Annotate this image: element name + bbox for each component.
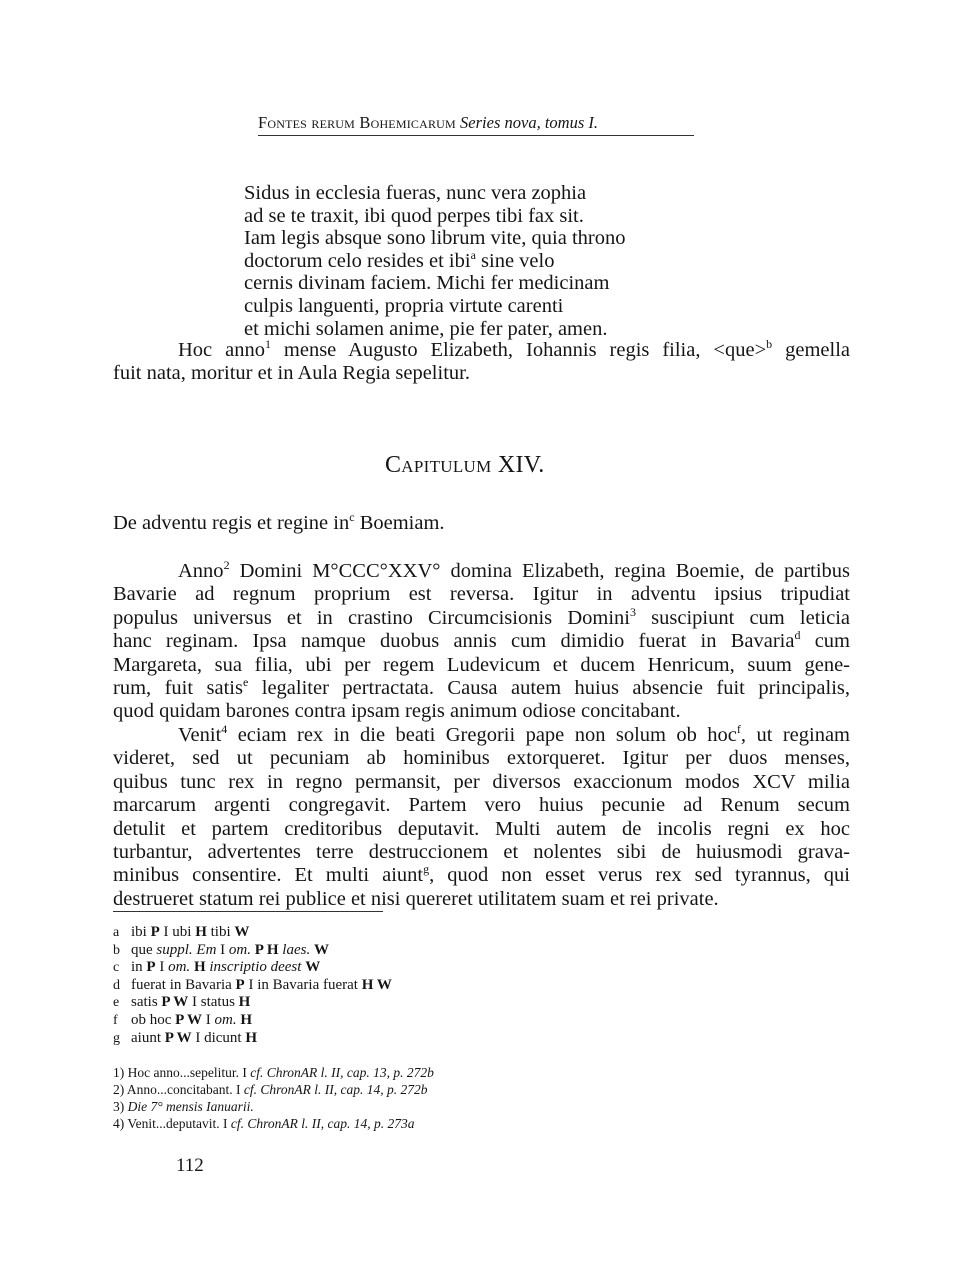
note-text: que bbox=[131, 941, 157, 958]
note-text: P bbox=[235, 976, 245, 993]
chapter-title: Capitulum XIV. bbox=[385, 452, 545, 478]
verse-line: Iam legis absque sono librum vite, quia throno bbox=[244, 227, 626, 250]
note-text: 1) Hoc anno...sepelitur. I bbox=[113, 1065, 251, 1080]
note-text: fuerat in Bavaria bbox=[131, 976, 236, 993]
text: rum, fuit satis bbox=[113, 677, 243, 700]
apparatus-mark: g bbox=[423, 862, 430, 877]
text: mense Augusto Elizabeth, Iohannis regis filia, <que> bbox=[270, 339, 767, 361]
text-line bbox=[113, 604, 851, 630]
verse-line: cernis divinam faciem. Michi fer medicinam bbox=[244, 272, 610, 295]
note-text: Die 7° mensis Ianuarii. bbox=[127, 1099, 254, 1114]
chapter-subtitle bbox=[113, 512, 445, 535]
apparatus-mark: g bbox=[113, 1030, 120, 1046]
paragraph-venit bbox=[113, 724, 850, 911]
source-footnote bbox=[113, 1081, 434, 1098]
page-number: 112 bbox=[176, 1155, 204, 1176]
note-text: cf. ChronAR l. II, cap. 13, p. 272b bbox=[250, 1065, 434, 1080]
text-line: videret, sed ut pecuniam ab hominibus extorqueret. Igitur per duos menses, bbox=[113, 747, 850, 770]
text-line: marcarum argenti congregavit. Partem vero huius pecunie ad Renum secum bbox=[113, 794, 850, 817]
footnote-divider bbox=[113, 911, 383, 912]
note-text: cf. ChronAR l. II, cap. 14, p. 272b bbox=[243, 1082, 428, 1097]
text-line: destrueret statum rei publice et nisi quereret utilitatem suam et rei private. bbox=[113, 887, 719, 910]
verse-line: culpis languenti, propria virtute carenti bbox=[244, 294, 564, 317]
text-line: turbantur, advertentes terre destruccionem et nolentes sibi de huiusmodi grava- bbox=[113, 841, 850, 864]
note-text: W bbox=[305, 959, 321, 976]
note-text: 4) Venit...deputavit. I bbox=[113, 1116, 231, 1131]
apparatus-mark: a bbox=[470, 247, 476, 262]
text-line bbox=[113, 724, 850, 747]
footnote-mark: 4 bbox=[221, 722, 228, 736]
apparatus-note bbox=[113, 959, 392, 977]
apparatus-mark: f bbox=[113, 1012, 118, 1028]
note-text: P bbox=[146, 959, 156, 976]
verse-line bbox=[244, 247, 625, 273]
text-line: quod quidam barones contra ipsam regis animum odiose concitabant. bbox=[113, 700, 681, 723]
critical-apparatus bbox=[113, 924, 392, 1047]
note-text: satis bbox=[131, 994, 162, 1011]
text-line: quibus tunc rex in regno permansit, per diversos exaccionum modos XCV milia bbox=[113, 770, 850, 793]
text: , ut reginam bbox=[740, 724, 850, 746]
note-text: P W bbox=[175, 1011, 202, 1028]
apparatus-mark: b bbox=[766, 337, 773, 351]
paragraph-anno-domini bbox=[113, 560, 850, 724]
text: Hoc anno bbox=[178, 339, 265, 361]
apparatus-mark: d bbox=[794, 628, 801, 643]
text: Venit bbox=[178, 724, 222, 746]
apparatus-note bbox=[113, 924, 392, 942]
paragraph-hoc-anno bbox=[113, 339, 850, 386]
note-text: ibi bbox=[131, 924, 151, 940]
note-text: ob hoc bbox=[131, 1011, 176, 1028]
running-header-series: Series nova, tomus I. bbox=[460, 113, 598, 132]
footnote-mark: 1 bbox=[264, 337, 271, 351]
note-text: W bbox=[234, 924, 250, 940]
note-text: H bbox=[238, 994, 251, 1011]
text: cum bbox=[800, 630, 850, 653]
verse-text: sine velo bbox=[475, 249, 555, 272]
note-text: in bbox=[131, 959, 147, 976]
source-footnote bbox=[113, 1064, 434, 1081]
text-line bbox=[113, 630, 850, 653]
note-text: I dicunt bbox=[191, 1029, 246, 1046]
text: eciam rex in die beati Gregorii pape non solum ob hoc bbox=[227, 724, 737, 746]
note-text: I in Bavaria fuerat bbox=[244, 976, 362, 993]
source-footnote bbox=[113, 1098, 434, 1115]
note-text: cf. ChronAR l. II, cap. 14, p. 273a bbox=[230, 1116, 415, 1131]
note-text: P W bbox=[164, 1029, 192, 1046]
note-text: H bbox=[245, 1029, 257, 1046]
text: suscipiunt cum leticia bbox=[635, 606, 851, 629]
note-text: 3) bbox=[113, 1099, 128, 1114]
note-text: H bbox=[240, 1011, 253, 1028]
text: hanc reginam. Ipsa namque duobus annis cum dimidio fuerat in Bavaria bbox=[113, 630, 795, 653]
apparatus-note bbox=[113, 994, 392, 1012]
running-header-title: Fontes rerum Bohemicarum bbox=[258, 113, 456, 132]
note-text: H bbox=[195, 924, 207, 940]
text: populus universus et in crastino Circumcisionis Domini bbox=[113, 606, 630, 629]
verse-line: et michi solamen anime, pie fer pater, amen. bbox=[244, 317, 608, 340]
apparatus-mark: a bbox=[113, 925, 120, 940]
text: Domini M°CCC°XXV° domina Elizabeth, regina Boemie, de partibus bbox=[229, 560, 850, 582]
apparatus-mark: e bbox=[242, 675, 249, 690]
note-text: tibi bbox=[206, 924, 235, 940]
note-text: W bbox=[313, 941, 329, 958]
text-line: Bavarie ad regnum proprium est reversa. Igitur in adventu ipsius tripudiat bbox=[113, 583, 850, 606]
note-text: P bbox=[150, 924, 160, 940]
apparatus-mark: b bbox=[113, 942, 120, 958]
apparatus-note bbox=[113, 977, 392, 995]
footnote-mark: 3 bbox=[629, 604, 636, 619]
text: Boemiam. bbox=[354, 512, 445, 534]
verse-block bbox=[244, 182, 625, 340]
note-text: I ubi bbox=[159, 924, 196, 940]
note-text: P H bbox=[254, 941, 279, 958]
note-text: inscriptio deest bbox=[209, 959, 302, 976]
text: minibus consentire. Et multi aiunt bbox=[113, 864, 424, 887]
note-text: om. bbox=[214, 1011, 237, 1028]
apparatus-mark: f bbox=[736, 722, 741, 736]
text-line bbox=[113, 339, 850, 362]
text: , quod non esset verus rex sed tyrannus, qui bbox=[429, 864, 850, 887]
apparatus-note bbox=[113, 1012, 392, 1030]
note-text: aiunt bbox=[131, 1029, 165, 1046]
apparatus-note bbox=[113, 1030, 392, 1048]
verse-text: doctorum celo resides et ibi bbox=[244, 249, 471, 272]
verse-line: Sidus in ecclesia fueras, nunc vera zophia bbox=[244, 182, 587, 204]
text-line bbox=[113, 677, 850, 700]
apparatus-mark: c bbox=[349, 510, 355, 524]
note-text: I bbox=[155, 959, 169, 976]
note-text: I status bbox=[188, 994, 239, 1011]
note-text: 2) Anno...concitabant. I bbox=[113, 1082, 244, 1097]
note-text: P W bbox=[161, 994, 189, 1011]
text: legaliter pertractata. Causa autem huius absencie fuit principalis, bbox=[248, 677, 850, 700]
apparatus-mark: e bbox=[113, 995, 120, 1011]
note-text: H bbox=[193, 959, 206, 976]
note-text: suppl. Em bbox=[156, 941, 217, 958]
text: De adventu regis et regine in bbox=[113, 512, 350, 534]
text-line bbox=[113, 560, 850, 583]
text: Anno bbox=[178, 560, 224, 582]
apparatus-note bbox=[113, 942, 392, 960]
note-text: I bbox=[202, 1011, 215, 1028]
text-line bbox=[113, 864, 850, 887]
footnotes bbox=[113, 1064, 434, 1132]
running-header bbox=[258, 113, 694, 136]
note-text: om. bbox=[168, 959, 191, 976]
text: gemella bbox=[772, 339, 850, 361]
note-text: laes. bbox=[282, 941, 311, 958]
source-footnote bbox=[113, 1115, 434, 1132]
note-text: I bbox=[216, 941, 229, 958]
apparatus-mark: c bbox=[113, 960, 120, 976]
footnote-mark: 2 bbox=[223, 558, 230, 572]
text-line: detulit et partem creditoribus deputavit. Multi autem de incolis regni ex hoc bbox=[113, 817, 850, 840]
apparatus-mark: d bbox=[113, 977, 120, 993]
text-line: Margareta, sua filia, ubi per regem Ludevicum et ducem Henricum, suum gene- bbox=[113, 653, 850, 676]
note-text: om. bbox=[228, 941, 252, 958]
verse-line: ad se te traxit, ibi quod perpes tibi fax sit. bbox=[244, 204, 584, 227]
note-text: H W bbox=[361, 976, 392, 993]
text-line: fuit nata, moritur et in Aula Regia sepelitur. bbox=[113, 362, 470, 385]
